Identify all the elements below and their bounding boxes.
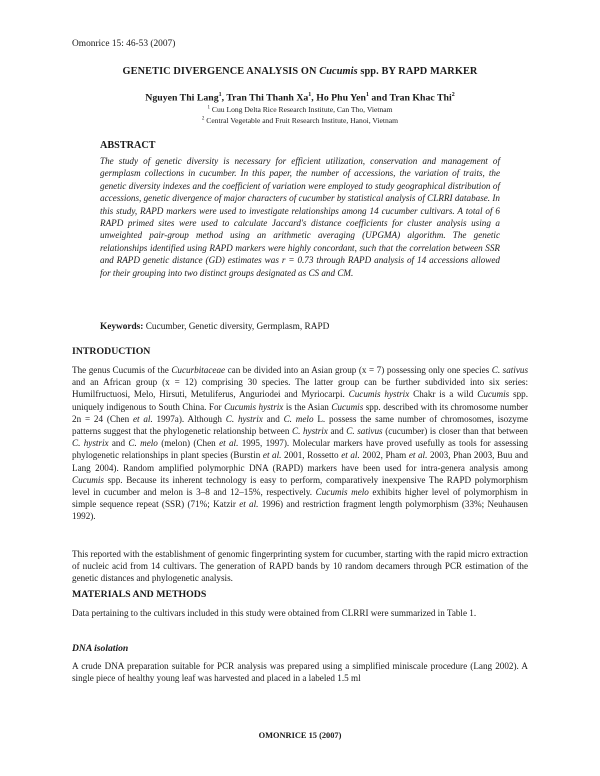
- author-name: Nguyen Thi Lang: [145, 92, 219, 104]
- text-run: 1997a). Although: [152, 413, 226, 424]
- italic-run: et al.: [341, 450, 360, 461]
- text-run: 2002, Pham: [359, 450, 409, 461]
- text-run: and: [262, 413, 284, 424]
- subsection-heading-dna-isolation: DNA isolation: [72, 643, 129, 654]
- author-affil-mark: 1: [218, 92, 222, 98]
- italic-run: C. hystrix: [72, 438, 109, 449]
- text-run: is the Asian: [283, 401, 332, 412]
- author-separator: and: [368, 92, 390, 104]
- affiliation-text: Central Vegetable and Fruit Research Institute, Hanoi, Vietnam: [204, 116, 399, 125]
- italic-run: Cucumis hystrix: [224, 401, 284, 412]
- author-separator: ,: [311, 92, 317, 104]
- title-genus: Cucumis: [319, 66, 358, 77]
- page-footer: OMONRICE 15 (2007): [258, 731, 342, 740]
- paper-title: [0, 66, 600, 77]
- italic-run: et al.: [132, 413, 153, 424]
- text-run: 2001, Rossetto: [281, 450, 342, 461]
- keywords-label: Keywords:: [100, 322, 144, 332]
- italic-run: C. sativus: [491, 365, 528, 375]
- dna-isolation-paragraph: A crude DNA preparation suitable for PCR analysis was prepared using a simplified miniscale procedure (Lang 2002). A single piece of healthy young leaf was harvested and placed in a labeled 1.5 ml: [72, 661, 528, 684]
- author-name: Ho Phu Yen: [316, 92, 366, 104]
- italic-run: Cucumis hystrix: [348, 389, 410, 400]
- text-run: (melon) (Chen: [157, 438, 220, 449]
- italic-run: C. hystrix: [292, 426, 328, 437]
- affiliation-mark: 2: [201, 116, 205, 122]
- keywords-line: [100, 322, 329, 332]
- text-run: 1996) and restriction fragment length polymorphism (33%; Neuhausen 1992).: [72, 499, 528, 522]
- text-run: spp. Because its inherent technology is easy to perform, comparatively inexpensive The RAPD polymorphism level in cucumber and melon is 3–8 and 12–15%, respectively.: [72, 474, 528, 498]
- affiliation-1: [0, 105, 600, 114]
- author-affil-mark: 1: [365, 92, 369, 98]
- author-name: Tran Thi Thanh Xa: [226, 92, 309, 104]
- title-suffix: spp. BY RAPD MARKER: [357, 66, 478, 77]
- italic-run: et al.: [262, 450, 282, 461]
- author-list: [0, 92, 600, 103]
- running-head: Omonrice 15: 46-53 (2007): [72, 39, 176, 49]
- keywords-value: Cucumber, Genetic diversity, Germplasm, RAPD: [143, 322, 330, 332]
- italic-run: C. melo: [128, 438, 158, 449]
- text-run: and: [108, 438, 129, 449]
- text-run: Chakr is a wild: [409, 389, 478, 400]
- abstract-body: The study of genetic diversity is necessary for efficient utilization, conservation and management of germplasm collections in cucumber. In this paper, the number of accessions, the variation of traits, the genetic diversity indexes and the coefficient of variation were employed to study geographical distribution of accessions, genetic divergence of major characters of cucumber by statistical analysis of CLRRI database. In this study, RAPD markers were used to investigate relationships among 14 cucumber cultivars. A total of 6 RAPD primed sites were used to calculate Jaccard's distance coefficients for cluster analysis using a unweighted pair-group method using an arithmetic averaging (UPGMA) algorithm. The genetic relationships identified using RAPD markers were highly concordant, such that the correlation between SSR and RAPD genetic distance (GD) estimates was r = 0.73 through RAPD analysis of 14 accessions allowed for their grouping into two distinct groups designated as CS and CM.: [100, 156, 500, 278]
- italic-run: C. melo: [283, 413, 314, 424]
- italic-run: et al.: [219, 438, 239, 449]
- text-run: The genus Cucumis of the: [72, 365, 172, 375]
- text-run: spp. described with its chromosome number 2n = 24 (Chen: [72, 401, 528, 424]
- text-run: 2003, Phan 2003, Buu and Lang 2004). Random amplified polymorphic DNA (RAPD) markers have been used for intra-genera analysis among: [72, 450, 529, 473]
- affiliation-text: Cuu Long Delta Rice Research Institute, Can Tho, Vietnam: [209, 105, 393, 114]
- methods-paragraph-1: Data pertaining to the cultivars included in this study were obtained from CLRRI were summarized in Table 1.: [72, 608, 477, 618]
- text-run: exhibits higher level of polymorphism in simple sequence repeat (SSR) (71%; Katzir: [72, 487, 528, 510]
- abstract-heading: ABSTRACT: [100, 140, 156, 151]
- introduction-paragraph-2: This reported with the establishment of genomic fingerprinting system for cucumber, starting with the rapid micro extraction of nucleic acid from 14 cultivars. The generation of RAPD bands by 10 random decamers through PCR estimation of the genetic distances and phylogenetic analysis.: [72, 549, 528, 584]
- affiliation-mark: 1: [207, 105, 210, 111]
- author-affil-mark: 1: [308, 92, 312, 98]
- section-heading-methods: MATERIALS AND METHODS: [72, 589, 207, 600]
- italic-run: et al.: [408, 450, 428, 461]
- italic-run: C. hystrix: [225, 413, 263, 424]
- text-run: L. possess the same number of chromosomes, isozyme patterns suggest that the phylogenetic relationship between: [72, 413, 528, 437]
- affiliation-2: [0, 116, 600, 125]
- section-heading-introduction: INTRODUCTION: [72, 346, 151, 357]
- italic-run: Cucumis: [72, 474, 104, 485]
- text-run: spp. uniquely indigenous to South China. For: [72, 389, 528, 412]
- italic-run: Cucurbitaceae: [171, 365, 226, 375]
- text-run: and an African group (x = 12) comprising 30 species. The latter group can be further subdivided into six series: Humilfructuosi, Melo, Hirsuti, Metuliferus, Anguriodei and Myriocarpi.: [72, 377, 528, 400]
- title-prefix: GENETIC DIVERGENCE ANALYSIS ON: [122, 66, 320, 77]
- text-run: 1995, 1997). Molecular markers have proved usefully as tools for assessing phylogenetic relationships in plant species (Burstin: [72, 438, 529, 461]
- italic-run: C. sativus: [346, 426, 383, 437]
- author-affil-mark: 2: [451, 92, 455, 98]
- text-run: can be divided into an Asian group (x = 7) possessing only one species: [225, 365, 492, 375]
- introduction-paragraph-1: [72, 364, 528, 523]
- author-name: Tran Khac Thi: [389, 92, 452, 104]
- text-run: and: [327, 426, 347, 437]
- author-separator: ,: [221, 92, 227, 104]
- italic-run: Cucumis: [477, 389, 510, 400]
- italic-run: Cucumis: [331, 401, 364, 412]
- italic-run: Cucumis melo: [315, 487, 369, 498]
- text-run: (cucumber) is closer than that between: [382, 426, 528, 437]
- italic-run: et al.: [239, 499, 259, 510]
